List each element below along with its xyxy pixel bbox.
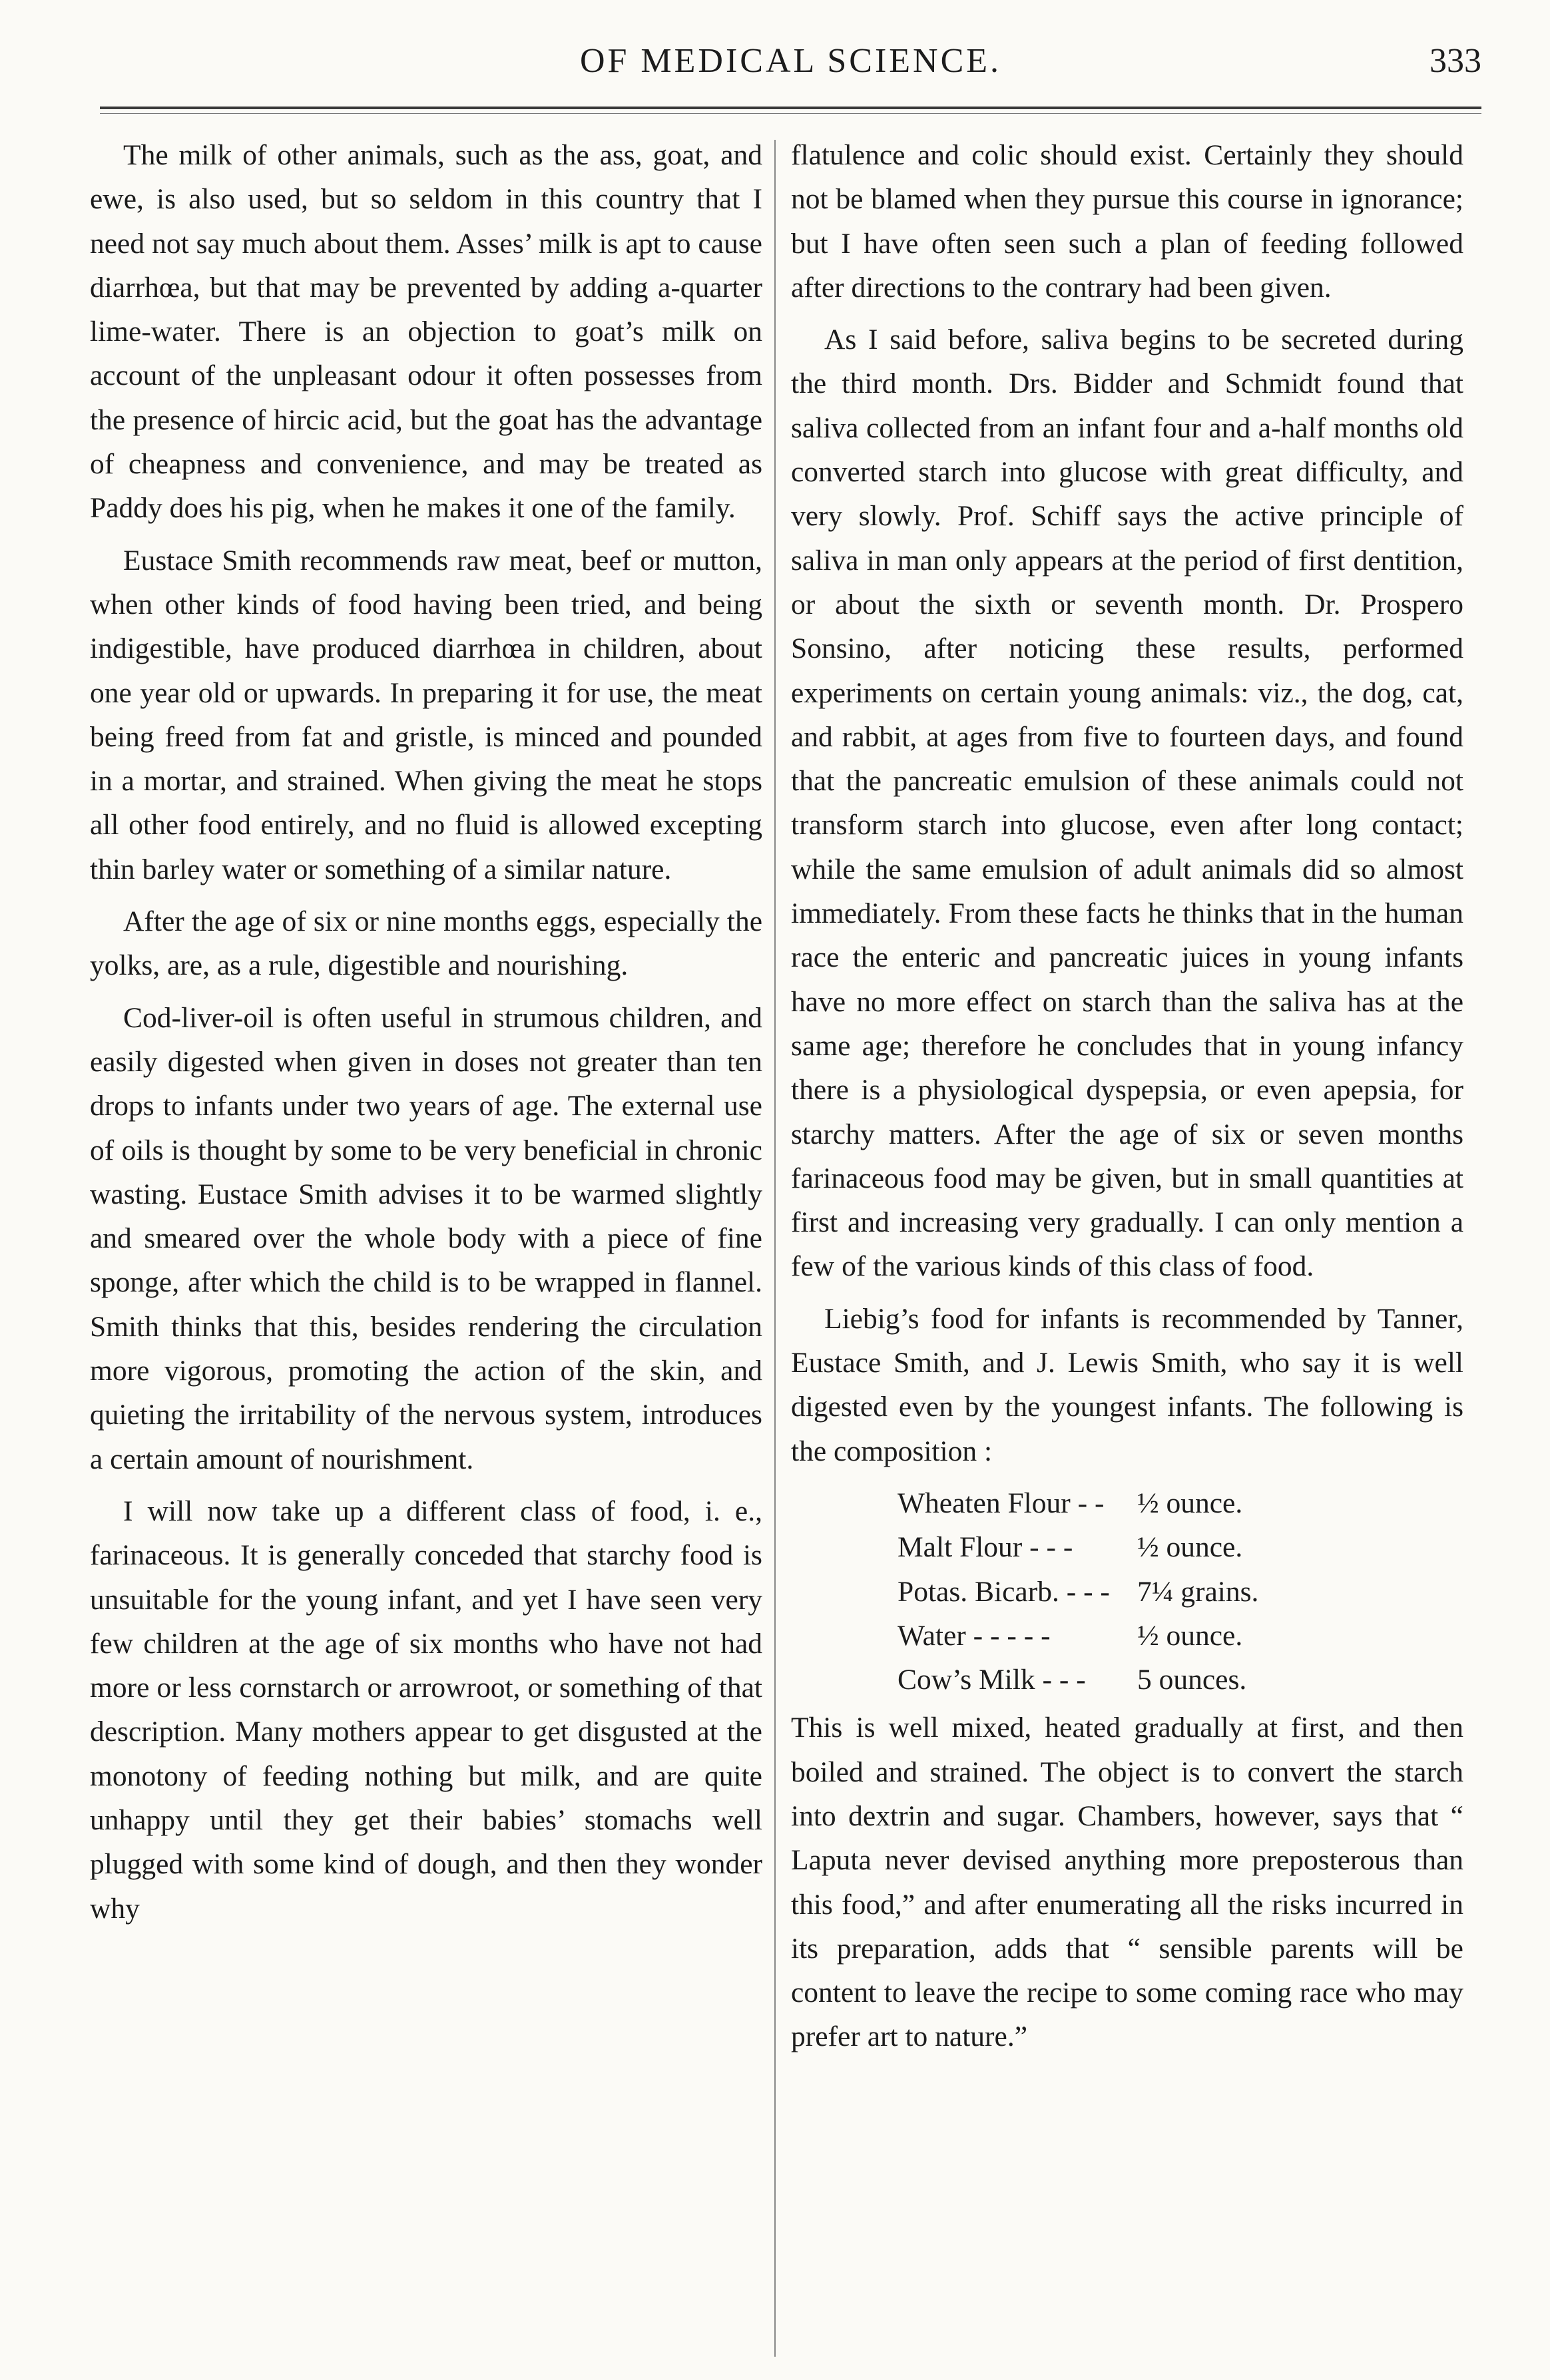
recipe-quantity: 5 ounces. [1137,1664,1247,1696]
paragraph-liebigs-food: Liebig’s food for infants is recommended by Tanner, Eustace Smith, and J. Lewis Smith, who say it is well digested even by the youngest infants. The following is the composition : [791,1302,1463,1467]
paragraph-other-milks: The milk of other animals, such as the ass, goat, and ewe, is also used, but so seldom in this country that I need not say much about them. Asses’ milk is apt to cause diarrhœa, but that may be prevented by adding a-quarter lime-water. There is an objection to goat’s milk on account of the unpleasant odour it often possesses from the presence of hircic acid, but the goat has the advantage of cheapness and convenience, and may be treated as Paddy does his pig, when he makes it one of the family. [90,139,762,525]
recipe-row [898,1481,1463,1525]
column-divider [774,140,776,2357]
recipe-quantity: ½ ounce. [1137,1619,1243,1652]
recipe-row [898,1570,1463,1614]
paragraph-eggs: After the age of six or nine months eggs, especially the yolks, are, as a rule, digestible and nourishing. [90,905,762,982]
paragraph-preparation: This is well mixed, heated gradually at first, and then boiled and strained. The object is to convert the starch into dextrin and sugar. Chambers, however, says that “ Laputa never devised anything more preposterous than this food,” and after enumerating all the risks incurred in its preparation, adds that “ sensible parents will be content to leave the recipe to some coming race who may prefer art to nature.” [791,1712,1463,2053]
running-header [100,41,1481,95]
recipe-quantity: ½ ounce. [1137,1531,1243,1564]
recipe-row [898,1525,1463,1569]
right-column [791,133,1463,2067]
recipe-row [898,1658,1463,1702]
header-rule-thin [100,113,1481,114]
recipe-ingredient: Wheaten Flour - - [898,1487,1105,1519]
paragraph-raw-meat: Eustace Smith recommends raw meat, beef or mutton, when other kinds of food having been tried, and being indigestible, have produced diarrhœa in children, about one year old or upwards. In preparing it for use, the meat being freed from fat and gristle, is minced and pounded in a mortar, and strained. When giving the meat he stops all other food entirely, and no fluid is allowed excepting thin barley water or something of a similar nature. [90,544,762,885]
header-rule [100,107,1481,109]
paragraph-flatulence: flatulence and colic should exist. Certainly they should not be blamed when they pursue this course in ignorance; but I have often seen such a plan of feeding followed after directions to the contrary had been given. [791,139,1463,304]
recipe-row [898,1614,1463,1658]
recipe-quantity: ½ ounce. [1137,1487,1243,1519]
recipe-ingredient: Cow’s Milk - - - [898,1664,1086,1696]
recipe-table [791,1481,1463,1702]
recipe-quantity: 7¼ grains. [1137,1575,1259,1608]
running-title: OF MEDICAL SCIENCE. [579,42,1002,80]
page-number: 333 [1429,42,1481,80]
recipe-ingredient: Malt Flour - - - [898,1531,1073,1564]
recipe-ingredient: Potas. Bicarb. - - - [898,1575,1110,1608]
paragraph-farinaceous: I will now take up a different class of food, i. e., farinaceous. It is generally conceded that starchy food is unsuitable for the young infant, and yet I have seen very few children at the age of six months who have not had more or less cornstarch or arrowroot, or something of that description. Many mothers appear to get disgusted at the monotony of feeding nothing but milk, and are quite unhappy until they get their babies’ stomachs well plugged with some kind of dough, and then they wonder why [90,1495,762,1925]
paragraph-cod-liver-oil: Cod-liver-oil is often useful in strumous children, and easily digested when given in doses not greater than ten drops to infants under two years of age. The external use of oils is thought by some to be very beneficial in chronic wasting. Eustace Smith advises it to be warmed slightly and smeared over the whole body with a piece of fine sponge, after which the child is to be wrapped in flannel. Smith thinks that this, besides rendering the circulation more vigorous, promoting the action of the skin, and quieting the irritability of the nervous system, introduces a certain amount of nourishment. [90,1001,762,1475]
left-column [90,133,762,1939]
recipe-ingredient: Water - - - - - [898,1619,1051,1652]
paragraph-saliva: As I said before, saliva begins to be secreted during the third month. Drs. Bidder and Schmidt found that saliva collected from an infant four and a-half months old converted starch into glucose with great difficulty, and very slowly. Prof. Schiff says the active principle of saliva in man only appears at the period of first dentition, or about the sixth or seventh month. Dr. Prospero Sonsino, after noticing these results, performed experiments on certain young animals: viz., the dog, cat, and rabbit, at ages from five to fourteen days, and found that the pancreatic emulsion of these animals could not transform starch into glucose, even after long contact; while the same emulsion of adult animals did so almost immediately. From these facts he thinks that in the human race the enteric and pancreatic juices in young infants have no more effect on starch than the saliva has at the same age; therefore he concludes that in young infancy there is a physiological dyspepsia, or even apepsia, for starchy matters. After the age of six or seven months farinaceous food may be given, but in small quantities at first and increasing very gradually. I can only mention a few of the various kinds of this class of food. [791,324,1463,1283]
